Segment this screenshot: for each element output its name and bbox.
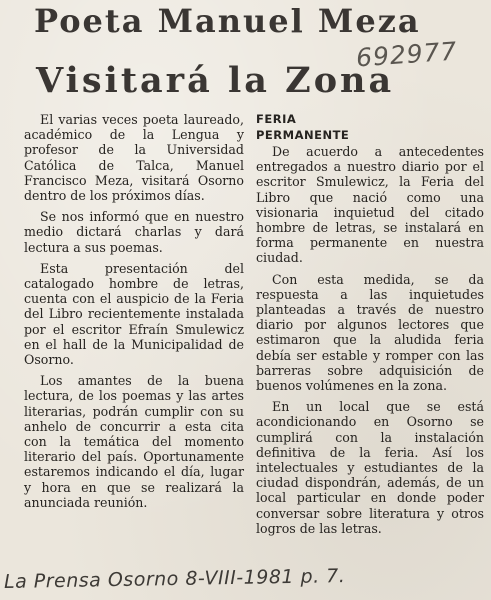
subhead-line-2: PERMANENTE xyxy=(256,128,350,142)
headline-line-1: Poeta Manuel Meza xyxy=(34,2,421,40)
subhead-line-1: FERIA xyxy=(256,112,297,126)
article-left-column xyxy=(24,112,244,516)
paragraph-4: Los amantes de la buena lectura, de los poemas y las artes literarias, podrán cumplir con su anhelo de concurrir a esta cita con la temática del momento literario del país. Oportunamente estaremos indicando el día, lugar y hora en que se realizará la anunciada reunión. xyxy=(24,373,244,510)
paragraph-6: Con esta medida, se da respuesta a las inquietudes planteadas a través de nuestro diario por algunos lectores que estimaron que la aludida feria debía ser estable y romper con las barreras sobre adquisición de buenos volúmenes en la zona. xyxy=(256,271,484,394)
paragraph-1: El varias veces poeta laureado, académico de la Lengua y profesor de la Universidad Católica de Talca, Manuel Francisco Meza, visitará Osorno dentro de los próximos días. xyxy=(24,112,244,204)
paragraph-7: En un local que se está acondicionando en Osorno se cumplirá con la instalación definitiva de la feria. Así los intelectuales y estudiantes de la ciudad dispondrán, además, de un local particular en donde poder conversar sobre literatura y otros logros de las letras. xyxy=(256,399,484,536)
paragraph-2: Se nos informó que en nuestro medio dictará charlas y dará lectura a sus poemas. xyxy=(24,209,244,255)
paragraph-3: Esta presentación del catalogado hombre de letras, cuenta con el auspicio de la Feria del Libro recientemente instalada por el escritor Efraín Smulewicz en el hall de la Municipalidad de Osorno. xyxy=(24,260,244,368)
article-right-column xyxy=(256,112,484,542)
handwritten-catalog-number: 692977 xyxy=(355,36,459,73)
headline-line-2: Visitará la Zona xyxy=(36,60,395,101)
paragraph-5: De acuerdo a antecedentes entregados a nuestro diario por el escritor Smulewicz, la Feria del Libro que nació como una visionaria inquietud del citado hombre de letras, se instalará en forma permanente en nuestra ciudad. xyxy=(256,144,484,266)
handwritten-source-note: La Prensa Osorno 8-VIII-1981 p. 7. xyxy=(3,565,346,593)
